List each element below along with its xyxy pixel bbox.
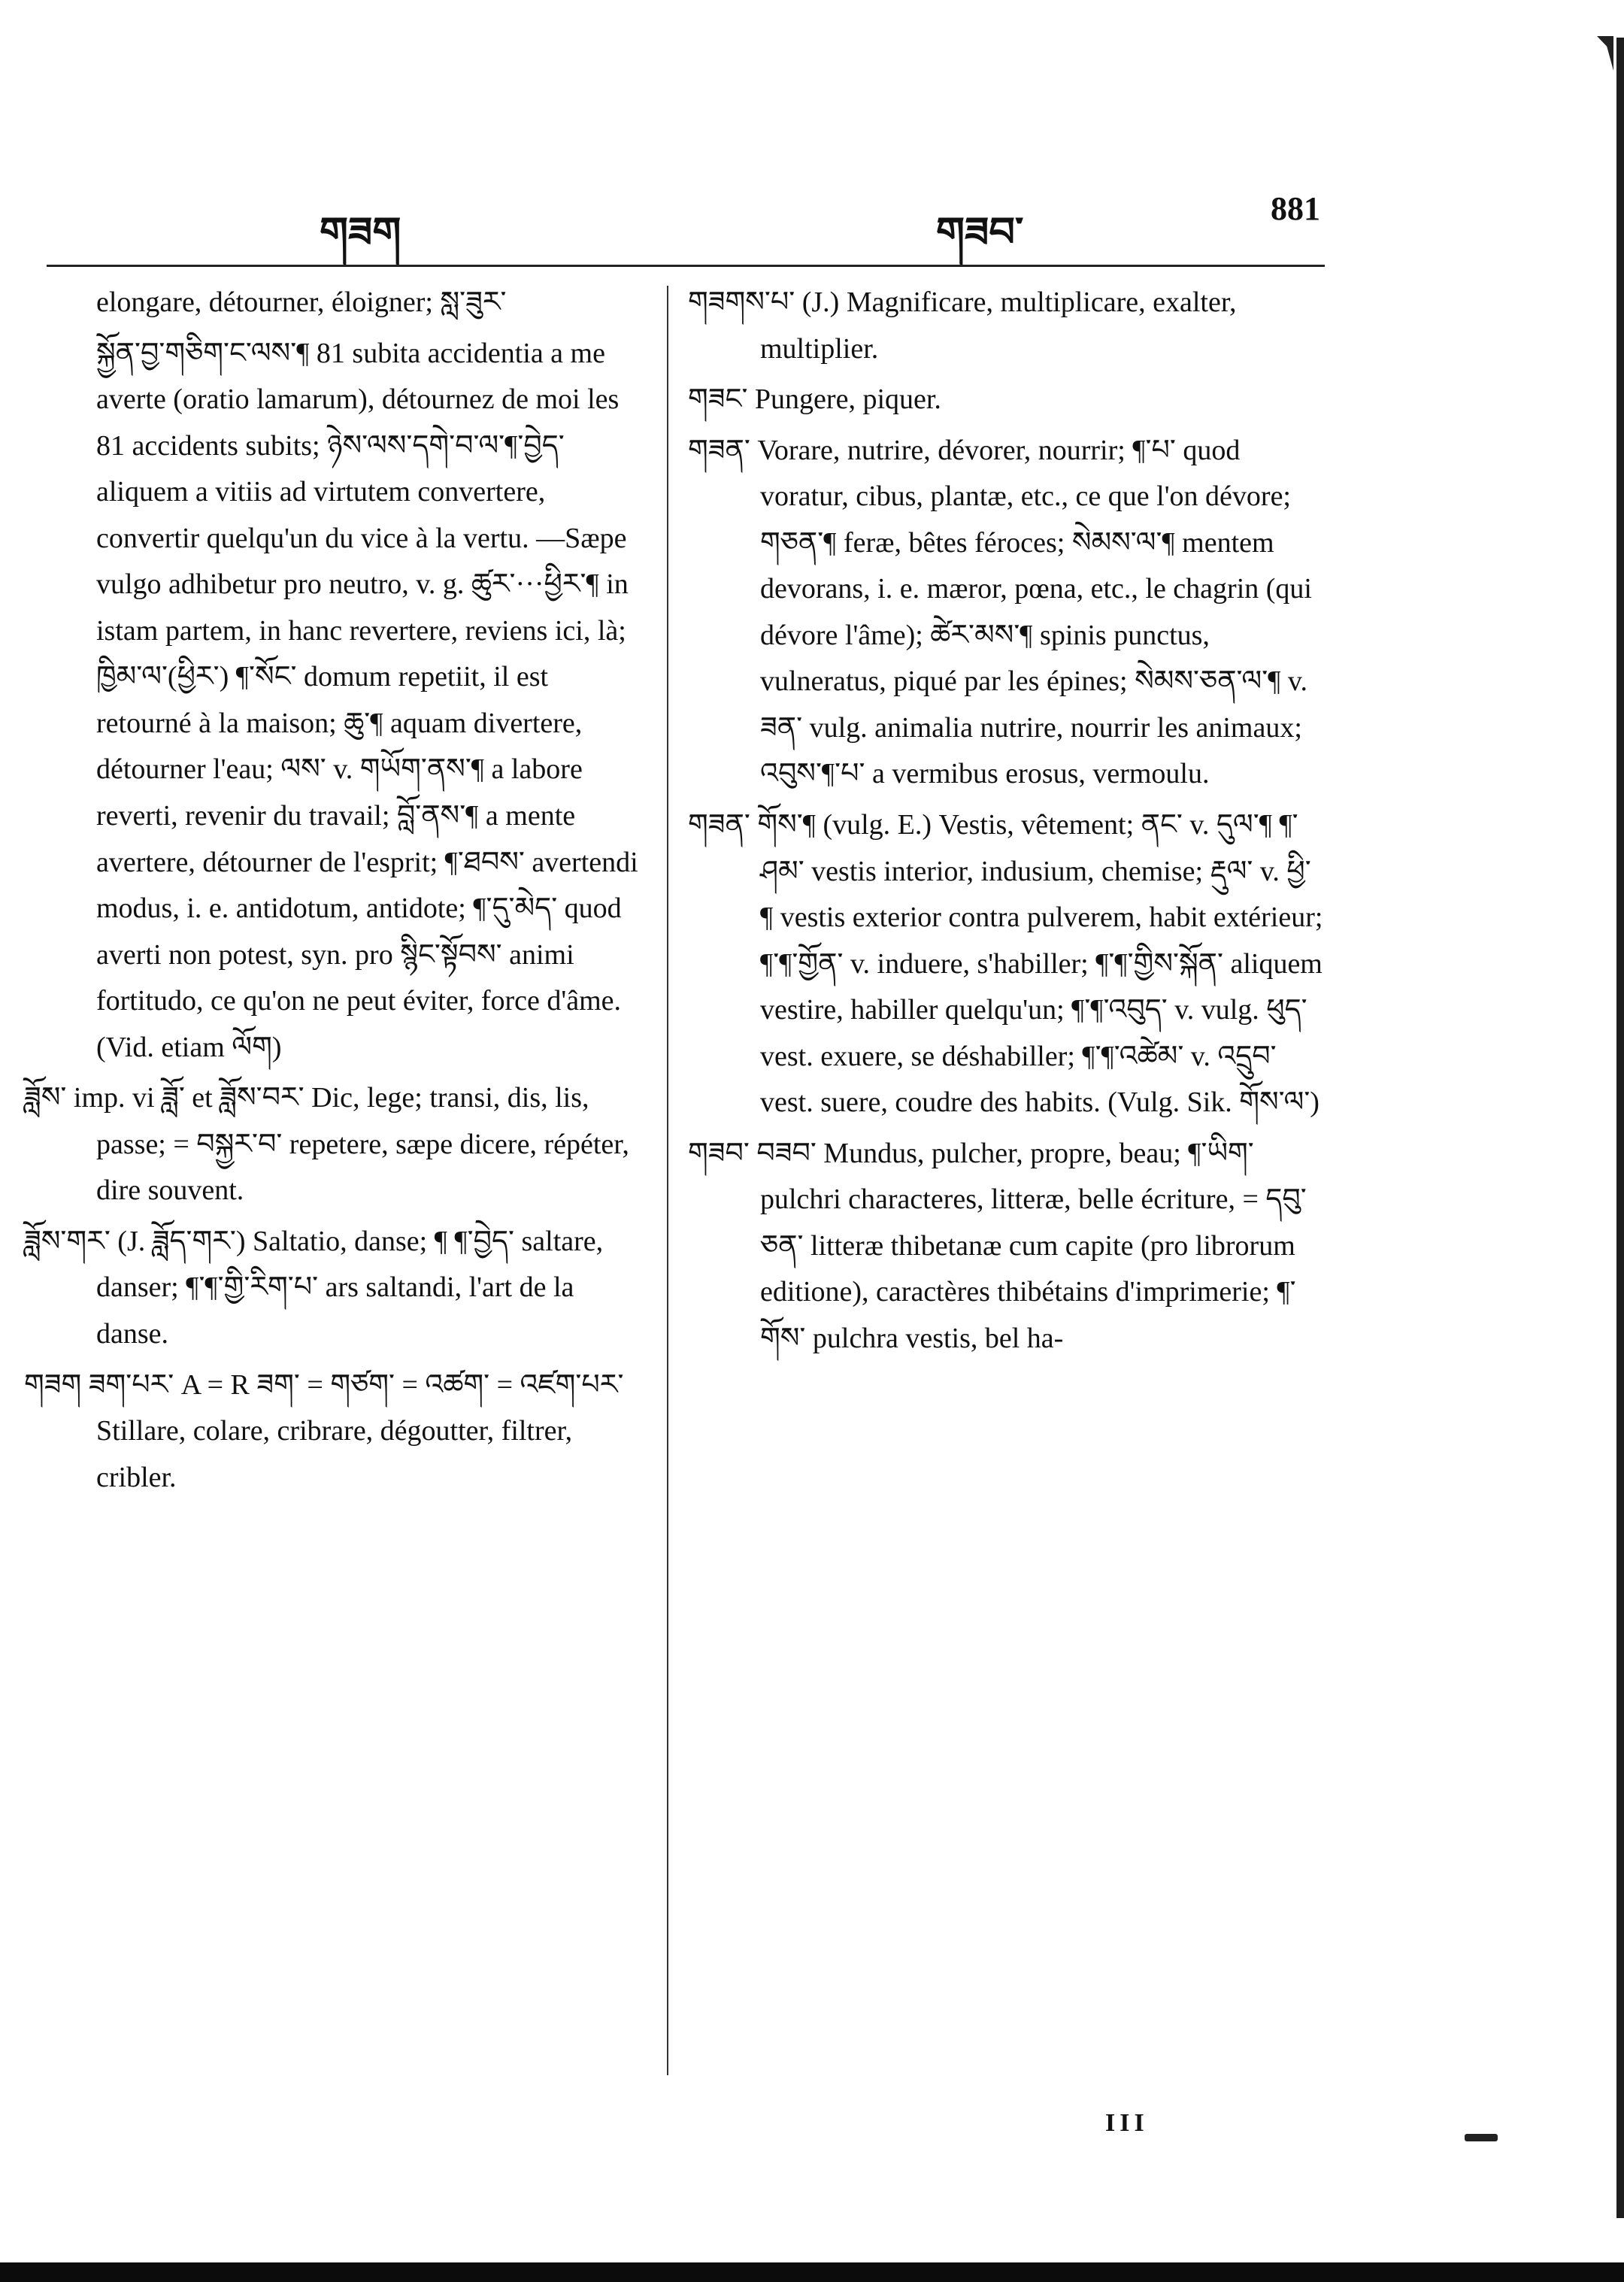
left-entry-zlos: ཟློས་ imp. vi ཟློ་ et ཟློས་བར་ Dic, lege; transi, dis, lis, passe; = བསྐྱར་བ་ repetere, sæpe dicere, répéter, dire souvent.	[24, 1082, 629, 1207]
left-entry-zlos-gar: ཟློས་གར་ (J. ཟློད་གར་) Saltatio, danse; ¶ ¶་བྱེད་ saltare, danser; ¶་¶་གྱི་རིག་པ་ ars saltandi, l'art de la danse.	[24, 1225, 604, 1350]
running-head-right: གཟབ་	[936, 208, 1024, 256]
scan-corner-mark	[1597, 36, 1613, 71]
left-column	[24, 280, 644, 1505]
right-entry-gzan-vestis: གཟན་ གོས་¶ (vulg. E.) Vestis, vêtement; ནང་ v. དུལ་¶ ¶་ཤམ་ vestis interior, indusium, chemise; རྡུལ་ v. ཕྱི་¶ vestis exterior contra pulverem, habit extérieur; ¶་¶་གྱོན་ v. induere, s'habiller; ¶་¶་གྱིས་སྐོན་ aliquem vestire, habiller quelqu'un; ¶་¶་འབུད་ v. vulg. ཕུད་ vest. exuere, se déshabiller; ¶་¶་འཚེམ་ v. འདྲུབ་ vest. suere, coudre des habits. (Vulg. Sik. གོས་ལ་)	[688, 809, 1323, 1119]
column-divider	[667, 286, 668, 2075]
left-entry-continuation-1: elongare, détourner, éloigner; སླ་ཟུར་	[96, 286, 507, 318]
scan-edge-shadow	[1616, 38, 1624, 2218]
right-entry-gzags-pa: གཟགས་པ་ (J.) Magnificare, multiplicare, exalter, multiplier.	[688, 286, 1237, 365]
right-entry-gzan-vorare: གཟན་ Vorare, nutrire, dévorer, nourrir; ¶་པ་ quod voratur, cibus, plantæ, etc., ce que l'on dévore; གཅན་¶ feræ, bêtes féroces; སེམས་ལ་¶ mentem devorans, i. e. mæror, pœna, etc., le chagrin (qui dévore l'âme); ཚེར་མས་¶ spinis punctus, vulneratus, piqué par les épines; སེམས་ཅན་ལ་¶ v. ཟན་ vulg. animalia nutrire, nourrir les animaux; འབུས་¶་པ་ a vermibus erosus, vermoulu.	[688, 434, 1312, 790]
page-number: 881	[1271, 190, 1320, 227]
scan-bottom-edge	[0, 2262, 1624, 2282]
margin-mark	[1465, 2134, 1498, 2141]
left-entry-continuation-2: སྐྱོན་བྱ་གཅིག་ང་ལས་¶ 81 subita accidentia a me averte (oratio lamarum), détournez de moi les 81 accidents subits; ཉེས་ལས་དགེ་བ་ལ་¶་བྱེད་ aliquem a vitiis ad virtutem convertere, convertir quelqu'un du vice à la vertu. —Sæpe vulgo adhibetur pro neutro, v. g. ཚུར་···ཕྱིར་¶ in istam partem, in hanc revertere, reviens ici, là; ཁྱིམ་ལ་(ཕྱིར་) ¶་སོང་ domum repetiit, il est retourné à la maison; ཆུ་¶ aquam divertere, détourner l'eau; ལས་ v. གཡོག་ནས་¶ a labore reverti, revenir du travail; བློ་ནས་¶ a mente avertere, détourner de l'esprit; ¶་ཐབས་ avertendi modus, i. e. antidotum, antidote; ¶་དུ་མེད་ quod averti non potest, syn. pro སྙིང་སྟོབས་ animi fortitudo, ce qu'on ne peut éviter, force d'âme. (Vid. etiam ལོག)	[96, 337, 638, 1063]
signature-mark: III	[1105, 2109, 1149, 2137]
right-column	[688, 280, 1323, 1367]
right-entry-gzang: གཟང་ Pungere, piquer.	[688, 383, 941, 416]
running-head-left: གཟག	[320, 208, 401, 256]
right-entry-gzab: གཟབ་ བཟབ་ Mundus, pulcher, propre, beau; ¶་ཡིག་ pulchri characteres, litteræ, belle écriture, = དབུ་ཅན་ litteræ thibetanæ cum capite (pro librorum editione), caractères thibétains d'imprimerie; ¶་གོས་ pulchra vestis, bel ha-	[688, 1137, 1307, 1355]
left-entry-gzag: གཟག ཟག་པར་ A = R ཟག་ = གཙག་ = འཚག་ = འཛག་པར་ Stillare, colare, cribrare, dégoutter, filtrer, cribler.	[24, 1368, 624, 1493]
header-rule	[47, 265, 1325, 267]
